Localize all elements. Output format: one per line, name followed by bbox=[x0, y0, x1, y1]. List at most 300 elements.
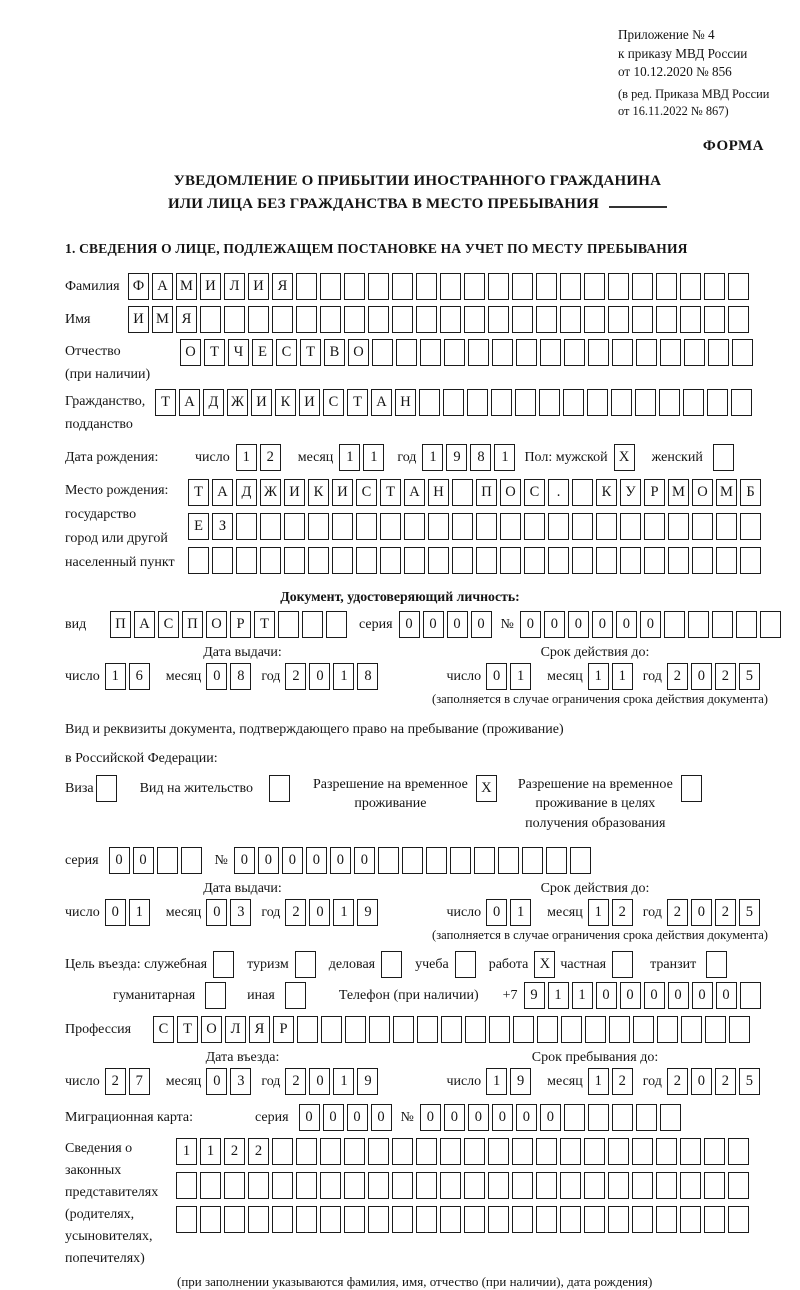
char-box[interactable]: И bbox=[332, 479, 353, 506]
char-box[interactable]: 0 bbox=[568, 611, 589, 638]
char-box[interactable] bbox=[656, 1206, 677, 1233]
char-box[interactable] bbox=[546, 847, 567, 874]
char-box[interactable]: С bbox=[153, 1016, 174, 1043]
char-box[interactable]: 0 bbox=[309, 899, 330, 926]
char-box[interactable]: 7 bbox=[129, 1068, 150, 1095]
char-box[interactable]: 1 bbox=[236, 444, 257, 471]
char-box[interactable]: С bbox=[323, 389, 344, 416]
char-box[interactable] bbox=[584, 306, 605, 333]
char-box[interactable] bbox=[416, 1172, 437, 1199]
char-box[interactable]: 2 bbox=[715, 663, 736, 690]
char-box[interactable] bbox=[417, 1016, 438, 1043]
char-box[interactable]: И bbox=[248, 273, 269, 300]
char-box[interactable] bbox=[368, 1206, 389, 1233]
char-box[interactable] bbox=[488, 273, 509, 300]
char-box[interactable] bbox=[660, 339, 681, 366]
char-box[interactable]: 0 bbox=[486, 663, 507, 690]
char-box[interactable] bbox=[464, 273, 485, 300]
char-box[interactable]: А bbox=[179, 389, 200, 416]
char-box[interactable]: А bbox=[371, 389, 392, 416]
char-box[interactable] bbox=[443, 389, 464, 416]
char-box[interactable] bbox=[476, 547, 497, 574]
char-box[interactable] bbox=[564, 1104, 585, 1131]
char-box[interactable] bbox=[440, 273, 461, 300]
char-box[interactable] bbox=[368, 1172, 389, 1199]
char-box[interactable]: 8 bbox=[357, 663, 378, 690]
char-box[interactable] bbox=[455, 951, 476, 978]
char-box[interactable] bbox=[321, 1016, 342, 1043]
char-box[interactable] bbox=[332, 547, 353, 574]
char-box[interactable] bbox=[488, 1206, 509, 1233]
char-box[interactable]: О bbox=[180, 339, 201, 366]
char-box[interactable] bbox=[444, 339, 465, 366]
char-box[interactable]: М bbox=[716, 479, 737, 506]
char-box[interactable] bbox=[474, 847, 495, 874]
char-box[interactable] bbox=[740, 547, 761, 574]
char-box[interactable] bbox=[560, 1138, 581, 1165]
char-box[interactable] bbox=[428, 513, 449, 540]
char-box[interactable]: 0 bbox=[371, 1104, 392, 1131]
char-box[interactable] bbox=[656, 1172, 677, 1199]
char-box[interactable] bbox=[441, 1016, 462, 1043]
char-box[interactable] bbox=[272, 1206, 293, 1233]
char-box[interactable]: Ж bbox=[260, 479, 281, 506]
char-box[interactable] bbox=[296, 1138, 317, 1165]
char-box[interactable]: 2 bbox=[715, 899, 736, 926]
char-box[interactable] bbox=[464, 306, 485, 333]
char-box[interactable] bbox=[740, 982, 761, 1009]
char-box[interactable] bbox=[512, 1206, 533, 1233]
char-box[interactable]: Т bbox=[177, 1016, 198, 1043]
char-box[interactable]: Н bbox=[395, 389, 416, 416]
char-box[interactable]: 5 bbox=[739, 1068, 760, 1095]
char-box[interactable] bbox=[704, 1138, 725, 1165]
char-box[interactable] bbox=[278, 611, 299, 638]
char-box[interactable] bbox=[608, 273, 629, 300]
char-box[interactable] bbox=[488, 1172, 509, 1199]
char-box[interactable] bbox=[536, 1172, 557, 1199]
char-box[interactable] bbox=[369, 1016, 390, 1043]
char-box[interactable]: 8 bbox=[470, 444, 491, 471]
char-box[interactable]: 0 bbox=[309, 663, 330, 690]
char-box[interactable]: 0 bbox=[468, 1104, 489, 1131]
char-box[interactable] bbox=[636, 339, 657, 366]
char-box[interactable] bbox=[657, 1016, 678, 1043]
char-box[interactable]: 2 bbox=[612, 899, 633, 926]
char-box[interactable] bbox=[248, 1206, 269, 1233]
char-box[interactable]: 0 bbox=[133, 847, 154, 874]
char-box[interactable]: С bbox=[524, 479, 545, 506]
char-box[interactable] bbox=[326, 611, 347, 638]
char-box[interactable]: М bbox=[152, 306, 173, 333]
char-box[interactable]: 0 bbox=[420, 1104, 441, 1131]
char-box[interactable]: К bbox=[308, 479, 329, 506]
char-box[interactable] bbox=[732, 339, 753, 366]
char-box[interactable]: X bbox=[476, 775, 497, 802]
char-box[interactable]: С bbox=[356, 479, 377, 506]
char-box[interactable]: 1 bbox=[588, 899, 609, 926]
char-box[interactable] bbox=[320, 1138, 341, 1165]
char-box[interactable] bbox=[584, 1138, 605, 1165]
char-box[interactable] bbox=[372, 339, 393, 366]
char-box[interactable]: 1 bbox=[422, 444, 443, 471]
char-box[interactable]: X bbox=[534, 951, 555, 978]
char-box[interactable]: 0 bbox=[691, 1068, 712, 1095]
char-box[interactable] bbox=[656, 306, 677, 333]
char-box[interactable]: 0 bbox=[471, 611, 492, 638]
char-box[interactable]: 2 bbox=[667, 1068, 688, 1095]
char-box[interactable]: 1 bbox=[200, 1138, 221, 1165]
char-box[interactable] bbox=[681, 1016, 702, 1043]
char-box[interactable] bbox=[585, 1016, 606, 1043]
char-box[interactable] bbox=[704, 1172, 725, 1199]
char-box[interactable]: 0 bbox=[330, 847, 351, 874]
char-box[interactable]: 0 bbox=[520, 611, 541, 638]
char-box[interactable] bbox=[284, 547, 305, 574]
char-box[interactable] bbox=[704, 273, 725, 300]
char-box[interactable]: Л bbox=[224, 273, 245, 300]
char-box[interactable] bbox=[572, 513, 593, 540]
char-box[interactable] bbox=[692, 547, 713, 574]
char-box[interactable] bbox=[728, 306, 749, 333]
char-box[interactable]: Я bbox=[249, 1016, 270, 1043]
char-box[interactable] bbox=[272, 1172, 293, 1199]
char-box[interactable]: 0 bbox=[309, 1068, 330, 1095]
char-box[interactable] bbox=[176, 1206, 197, 1233]
char-box[interactable] bbox=[570, 847, 591, 874]
char-box[interactable] bbox=[636, 1104, 657, 1131]
char-box[interactable] bbox=[560, 1206, 581, 1233]
char-box[interactable] bbox=[416, 306, 437, 333]
char-box[interactable] bbox=[450, 847, 471, 874]
char-box[interactable]: 0 bbox=[234, 847, 255, 874]
char-box[interactable]: Т bbox=[155, 389, 176, 416]
char-box[interactable] bbox=[452, 513, 473, 540]
char-box[interactable]: 2 bbox=[285, 663, 306, 690]
char-box[interactable]: 0 bbox=[347, 1104, 368, 1131]
char-box[interactable] bbox=[584, 1172, 605, 1199]
char-box[interactable]: 9 bbox=[524, 982, 545, 1009]
char-box[interactable] bbox=[452, 547, 473, 574]
char-box[interactable] bbox=[548, 513, 569, 540]
char-box[interactable] bbox=[584, 273, 605, 300]
char-box[interactable] bbox=[632, 306, 653, 333]
char-box[interactable] bbox=[728, 1172, 749, 1199]
char-box[interactable]: Р bbox=[273, 1016, 294, 1043]
char-box[interactable] bbox=[500, 547, 521, 574]
char-box[interactable] bbox=[272, 306, 293, 333]
char-box[interactable] bbox=[420, 339, 441, 366]
char-box[interactable]: 3 bbox=[230, 899, 251, 926]
char-box[interactable] bbox=[635, 389, 656, 416]
char-box[interactable]: Ж bbox=[227, 389, 248, 416]
char-box[interactable] bbox=[713, 444, 734, 471]
char-box[interactable]: 0 bbox=[596, 982, 617, 1009]
char-box[interactable] bbox=[260, 547, 281, 574]
char-box[interactable] bbox=[344, 1206, 365, 1233]
char-box[interactable]: 1 bbox=[494, 444, 515, 471]
char-box[interactable]: 1 bbox=[588, 663, 609, 690]
char-box[interactable] bbox=[680, 1172, 701, 1199]
char-box[interactable] bbox=[680, 273, 701, 300]
char-box[interactable] bbox=[632, 1172, 653, 1199]
char-box[interactable] bbox=[712, 611, 733, 638]
char-box[interactable]: П bbox=[110, 611, 131, 638]
char-box[interactable]: К bbox=[596, 479, 617, 506]
char-box[interactable] bbox=[200, 1172, 221, 1199]
char-box[interactable] bbox=[608, 1138, 629, 1165]
char-box[interactable] bbox=[680, 1206, 701, 1233]
char-box[interactable]: Т bbox=[254, 611, 275, 638]
char-box[interactable] bbox=[381, 951, 402, 978]
char-box[interactable] bbox=[419, 389, 440, 416]
char-box[interactable] bbox=[332, 513, 353, 540]
char-box[interactable] bbox=[176, 1172, 197, 1199]
char-box[interactable] bbox=[708, 339, 729, 366]
char-box[interactable]: 2 bbox=[260, 444, 281, 471]
char-box[interactable] bbox=[536, 306, 557, 333]
char-box[interactable]: И bbox=[284, 479, 305, 506]
char-box[interactable]: 0 bbox=[323, 1104, 344, 1131]
char-box[interactable] bbox=[707, 389, 728, 416]
char-box[interactable]: 2 bbox=[667, 663, 688, 690]
char-box[interactable] bbox=[212, 547, 233, 574]
char-box[interactable]: 0 bbox=[691, 899, 712, 926]
char-box[interactable]: 0 bbox=[299, 1104, 320, 1131]
char-box[interactable] bbox=[512, 1172, 533, 1199]
char-box[interactable]: И bbox=[251, 389, 272, 416]
char-box[interactable] bbox=[295, 951, 316, 978]
char-box[interactable] bbox=[296, 273, 317, 300]
char-box[interactable] bbox=[572, 479, 593, 506]
char-box[interactable] bbox=[608, 1172, 629, 1199]
char-box[interactable] bbox=[731, 389, 752, 416]
char-box[interactable] bbox=[705, 1016, 726, 1043]
char-box[interactable]: А bbox=[212, 479, 233, 506]
char-box[interactable] bbox=[548, 547, 569, 574]
char-box[interactable] bbox=[716, 513, 737, 540]
char-box[interactable] bbox=[498, 847, 519, 874]
char-box[interactable] bbox=[157, 847, 178, 874]
char-box[interactable]: 0 bbox=[105, 899, 126, 926]
char-box[interactable]: 0 bbox=[447, 611, 468, 638]
char-box[interactable]: 1 bbox=[129, 899, 150, 926]
char-box[interactable] bbox=[269, 775, 290, 802]
char-box[interactable]: К bbox=[275, 389, 296, 416]
char-box[interactable] bbox=[587, 389, 608, 416]
char-box[interactable] bbox=[680, 1138, 701, 1165]
char-box[interactable]: 1 bbox=[176, 1138, 197, 1165]
char-box[interactable]: 1 bbox=[486, 1068, 507, 1095]
char-box[interactable]: С bbox=[276, 339, 297, 366]
char-box[interactable] bbox=[296, 1172, 317, 1199]
char-box[interactable]: 0 bbox=[423, 611, 444, 638]
char-box[interactable]: Ч bbox=[228, 339, 249, 366]
char-box[interactable] bbox=[656, 273, 677, 300]
char-box[interactable]: Т bbox=[347, 389, 368, 416]
char-box[interactable]: А bbox=[404, 479, 425, 506]
char-box[interactable] bbox=[664, 611, 685, 638]
char-box[interactable] bbox=[536, 273, 557, 300]
char-box[interactable]: 0 bbox=[544, 611, 565, 638]
char-box[interactable] bbox=[512, 273, 533, 300]
char-box[interactable] bbox=[308, 547, 329, 574]
char-box[interactable] bbox=[488, 306, 509, 333]
char-box[interactable]: 0 bbox=[540, 1104, 561, 1131]
char-box[interactable]: 1 bbox=[612, 663, 633, 690]
char-box[interactable]: Т bbox=[300, 339, 321, 366]
char-box[interactable]: 5 bbox=[739, 899, 760, 926]
char-box[interactable]: 0 bbox=[306, 847, 327, 874]
char-box[interactable]: 0 bbox=[592, 611, 613, 638]
char-box[interactable]: Л bbox=[225, 1016, 246, 1043]
char-box[interactable] bbox=[272, 1138, 293, 1165]
char-box[interactable] bbox=[356, 547, 377, 574]
char-box[interactable] bbox=[464, 1206, 485, 1233]
char-box[interactable] bbox=[296, 1206, 317, 1233]
char-box[interactable]: Е bbox=[188, 513, 209, 540]
char-box[interactable] bbox=[668, 513, 689, 540]
char-box[interactable] bbox=[512, 306, 533, 333]
char-box[interactable]: 1 bbox=[333, 1068, 354, 1095]
char-box[interactable]: Ф bbox=[128, 273, 149, 300]
char-box[interactable] bbox=[680, 306, 701, 333]
char-box[interactable]: 0 bbox=[692, 982, 713, 1009]
char-box[interactable] bbox=[522, 847, 543, 874]
char-box[interactable] bbox=[524, 547, 545, 574]
char-box[interactable]: 1 bbox=[510, 663, 531, 690]
char-box[interactable] bbox=[416, 1138, 437, 1165]
char-box[interactable] bbox=[392, 1138, 413, 1165]
char-box[interactable] bbox=[344, 273, 365, 300]
char-box[interactable] bbox=[656, 1138, 677, 1165]
char-box[interactable] bbox=[512, 1138, 533, 1165]
char-box[interactable]: 2 bbox=[248, 1138, 269, 1165]
char-box[interactable] bbox=[416, 1206, 437, 1233]
char-box[interactable] bbox=[736, 611, 757, 638]
char-box[interactable]: 2 bbox=[667, 899, 688, 926]
char-box[interactable] bbox=[644, 547, 665, 574]
char-box[interactable]: Р bbox=[644, 479, 665, 506]
char-box[interactable]: 0 bbox=[206, 899, 227, 926]
char-box[interactable] bbox=[260, 513, 281, 540]
char-box[interactable] bbox=[563, 389, 584, 416]
char-box[interactable] bbox=[584, 1206, 605, 1233]
char-box[interactable] bbox=[692, 513, 713, 540]
char-box[interactable]: 0 bbox=[492, 1104, 513, 1131]
char-box[interactable]: 0 bbox=[206, 1068, 227, 1095]
char-box[interactable]: Т bbox=[188, 479, 209, 506]
char-box[interactable] bbox=[537, 1016, 558, 1043]
char-box[interactable] bbox=[213, 951, 234, 978]
char-box[interactable]: Д bbox=[236, 479, 257, 506]
char-box[interactable] bbox=[588, 1104, 609, 1131]
char-box[interactable]: 1 bbox=[572, 982, 593, 1009]
char-box[interactable] bbox=[620, 513, 641, 540]
char-box[interactable] bbox=[488, 1138, 509, 1165]
char-box[interactable] bbox=[236, 547, 257, 574]
char-box[interactable] bbox=[380, 547, 401, 574]
char-box[interactable] bbox=[683, 389, 704, 416]
char-box[interactable] bbox=[516, 339, 537, 366]
char-box[interactable]: 0 bbox=[109, 847, 130, 874]
char-box[interactable]: 9 bbox=[446, 444, 467, 471]
char-box[interactable]: 0 bbox=[354, 847, 375, 874]
char-box[interactable] bbox=[96, 775, 117, 802]
char-box[interactable]: У bbox=[620, 479, 641, 506]
char-box[interactable]: С bbox=[158, 611, 179, 638]
char-box[interactable] bbox=[285, 982, 306, 1009]
char-box[interactable] bbox=[302, 611, 323, 638]
char-box[interactable] bbox=[560, 1172, 581, 1199]
char-box[interactable] bbox=[704, 1206, 725, 1233]
char-box[interactable] bbox=[404, 513, 425, 540]
char-box[interactable] bbox=[465, 1016, 486, 1043]
char-box[interactable] bbox=[320, 306, 341, 333]
char-box[interactable] bbox=[181, 847, 202, 874]
char-box[interactable] bbox=[428, 547, 449, 574]
char-box[interactable] bbox=[704, 306, 725, 333]
char-box[interactable] bbox=[728, 1206, 749, 1233]
char-box[interactable] bbox=[404, 547, 425, 574]
char-box[interactable] bbox=[612, 951, 633, 978]
char-box[interactable] bbox=[356, 513, 377, 540]
char-box[interactable]: А bbox=[152, 273, 173, 300]
char-box[interactable]: 0 bbox=[640, 611, 661, 638]
char-box[interactable] bbox=[728, 1138, 749, 1165]
char-box[interactable]: 5 bbox=[739, 663, 760, 690]
char-box[interactable] bbox=[236, 513, 257, 540]
char-box[interactable]: 0 bbox=[206, 663, 227, 690]
char-box[interactable]: 1 bbox=[510, 899, 531, 926]
char-box[interactable] bbox=[452, 479, 473, 506]
char-box[interactable] bbox=[344, 1138, 365, 1165]
char-box[interactable] bbox=[740, 513, 761, 540]
char-box[interactable]: И bbox=[200, 273, 221, 300]
char-box[interactable]: 0 bbox=[620, 982, 641, 1009]
char-box[interactable] bbox=[224, 306, 245, 333]
char-box[interactable]: М bbox=[668, 479, 689, 506]
char-box[interactable]: И bbox=[128, 306, 149, 333]
char-box[interactable]: 2 bbox=[612, 1068, 633, 1095]
char-box[interactable]: 0 bbox=[644, 982, 665, 1009]
char-box[interactable] bbox=[200, 1206, 221, 1233]
char-box[interactable] bbox=[297, 1016, 318, 1043]
char-box[interactable] bbox=[620, 547, 641, 574]
char-box[interactable]: 0 bbox=[691, 663, 712, 690]
char-box[interactable]: 1 bbox=[333, 899, 354, 926]
char-box[interactable]: 8 bbox=[230, 663, 251, 690]
char-box[interactable]: П bbox=[476, 479, 497, 506]
char-box[interactable]: 0 bbox=[399, 611, 420, 638]
char-box[interactable] bbox=[188, 547, 209, 574]
char-box[interactable]: 0 bbox=[516, 1104, 537, 1131]
char-box[interactable]: Т bbox=[204, 339, 225, 366]
char-box[interactable] bbox=[632, 1138, 653, 1165]
char-box[interactable]: 0 bbox=[716, 982, 737, 1009]
char-box[interactable] bbox=[368, 1138, 389, 1165]
char-box[interactable]: 6 bbox=[129, 663, 150, 690]
char-box[interactable]: 1 bbox=[588, 1068, 609, 1095]
char-box[interactable] bbox=[612, 1104, 633, 1131]
char-box[interactable] bbox=[344, 1172, 365, 1199]
char-box[interactable] bbox=[560, 273, 581, 300]
char-box[interactable]: О bbox=[692, 479, 713, 506]
char-box[interactable] bbox=[368, 306, 389, 333]
char-box[interactable] bbox=[392, 306, 413, 333]
char-box[interactable] bbox=[540, 339, 561, 366]
char-box[interactable]: Я bbox=[272, 273, 293, 300]
